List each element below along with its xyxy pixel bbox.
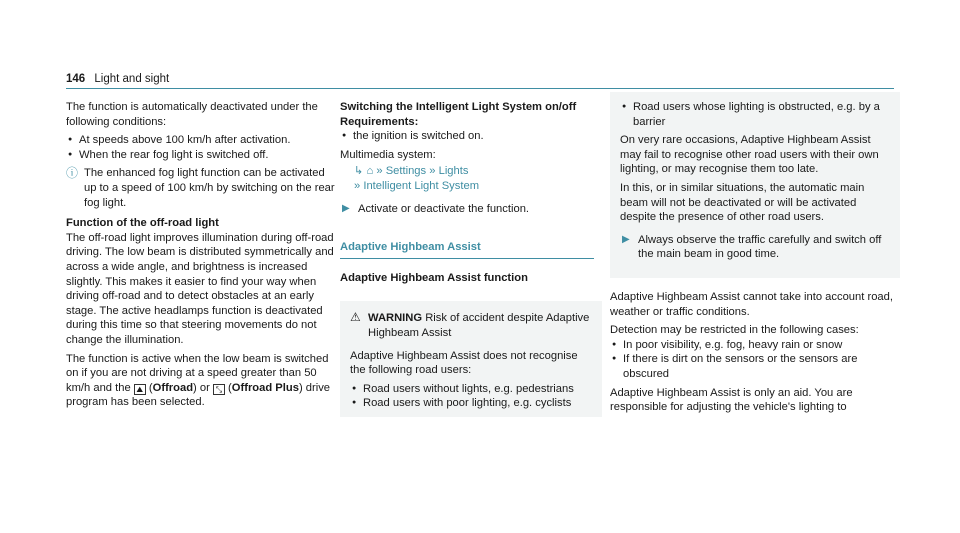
- list-item: ● At speeds above 100 km/h after activation.: [66, 133, 338, 148]
- warning-list: [350, 382, 592, 411]
- warning-text: Risk of accident despite Adaptive Highbeam Assist: [368, 312, 590, 339]
- column-1: [66, 100, 338, 414]
- action-text: Activate or deactivate the function.: [358, 202, 530, 215]
- action-step: [340, 202, 602, 217]
- play-icon: ▶: [622, 233, 630, 245]
- warning-heading: [350, 311, 592, 340]
- offroad-program-label: Offroad: [152, 381, 194, 394]
- limitations-paragraph: Adaptive Highbeam Assist cannot take into account road, weather or traffic conditions.: [610, 290, 893, 318]
- offroad-program-icon: ⛰: [134, 384, 146, 395]
- list-item: ● Road users whose lighting is obstructed, e.g. by a barrier: [620, 100, 890, 129]
- deactivation-intro: The function is automatically deactivated under the following conditions:: [66, 101, 318, 128]
- menu-item-lights: Lights: [438, 165, 469, 178]
- requirements-title: Requirements:: [340, 115, 419, 128]
- list-item: ● Road users without lights, e.g. pedestrians: [350, 382, 592, 397]
- warning-paragraph-3: In this, or in similar situations, the automatic main beam will not be deactivated or will be activated despite the presence of other road users.: [620, 181, 865, 224]
- home-icon: ⌂: [366, 165, 374, 178]
- play-icon: ▶: [342, 202, 350, 214]
- subsection-title: Adaptive Highbeam Assist function: [340, 271, 528, 284]
- chevron-icon: »: [429, 165, 436, 178]
- note: [66, 166, 338, 210]
- list-item: ● If there is dirt on the sensors or the sensors are obscured: [610, 352, 900, 381]
- detection-list: [610, 338, 900, 382]
- chevron-icon: »: [354, 179, 361, 192]
- deactivation-list: [66, 133, 338, 162]
- header-rule: [66, 88, 894, 89]
- note-text: The enhanced fog light function can be activated up to a speed of 100 km/h by switching on the rear fog light.: [84, 167, 335, 209]
- section-name: Light and sight: [94, 73, 170, 85]
- warning-paragraph: Adaptive Highbeam Assist does not recognise the following road users:: [350, 349, 578, 377]
- action-text: Always observe the traffic carefully and switch off the main beam in good time.: [638, 233, 882, 261]
- page-number: 146: [66, 73, 86, 85]
- chevron-icon: »: [376, 165, 383, 178]
- action-step: [620, 233, 890, 262]
- offroad-paragraph-1: The off-road light improves illumination during off-road driving. The low beam is distributed symmetrically and across a wide angle, and brightness is increased slightly. This makes it easier to find your way when driving off-road and to detect obstacles at an early stage. The active headlamps function is deactivated during this time so that steering movements do not change the illumination.: [66, 231, 334, 346]
- menu-item-intelligent-light-system: Intelligent Light System: [363, 179, 480, 192]
- column-3: [610, 100, 900, 419]
- warning-box-continued: [610, 92, 900, 278]
- detection-intro: Detection may be restricted in the following cases:: [610, 324, 859, 337]
- menu-arrow-icon: ↳: [354, 165, 364, 178]
- warning-icon: ⚠: [350, 310, 361, 325]
- column-2: [340, 100, 602, 417]
- switch-title: Switching the Intelligent Light System on/off: [340, 101, 577, 113]
- section-title: Adaptive Highbeam Assist: [340, 241, 481, 254]
- list-item: ● In poor visibility, e.g. fog, heavy rain or snow: [610, 338, 900, 353]
- page-header: [66, 72, 169, 87]
- warning-label: WARNING: [368, 312, 423, 325]
- menu-path: [340, 164, 602, 193]
- offroad-title: Function of the off-road light: [66, 217, 219, 230]
- warning-list-continued: [620, 100, 890, 129]
- info-icon: ⓘ: [66, 166, 79, 181]
- offroad-paragraph-2: The function is active when the low beam is switched on if you are not driving at a speed greater than 50 km/h and the ⛰ (Offroad) or ⤡ (Offroad Plus) drive program has been selected.: [66, 352, 331, 409]
- section-rule: [340, 258, 594, 259]
- list-item: ● Road users with poor lighting, e.g. cyclists: [350, 396, 592, 411]
- responsibility-paragraph: Adaptive Highbeam Assist is only an aid. You are responsible for adjusting the vehicle's lighting to: [610, 386, 853, 414]
- warning-paragraph-2: On very rare occasions, Adaptive Highbeam Assist may fail to recognise other road users with their own lighting, or may recognise them too late.: [620, 134, 879, 176]
- requirements-list: [340, 129, 602, 144]
- list-item: ● the ignition is switched on.: [340, 129, 602, 144]
- offroad-plus-program-label: Offroad Plus: [231, 381, 299, 394]
- multimedia-label: Multimedia system:: [340, 148, 436, 161]
- warning-box: [340, 301, 602, 417]
- menu-item-settings: Settings: [385, 165, 427, 178]
- offroad-plus-program-icon: ⤡: [213, 384, 225, 395]
- list-item: ● When the rear fog light is switched off.: [66, 148, 338, 163]
